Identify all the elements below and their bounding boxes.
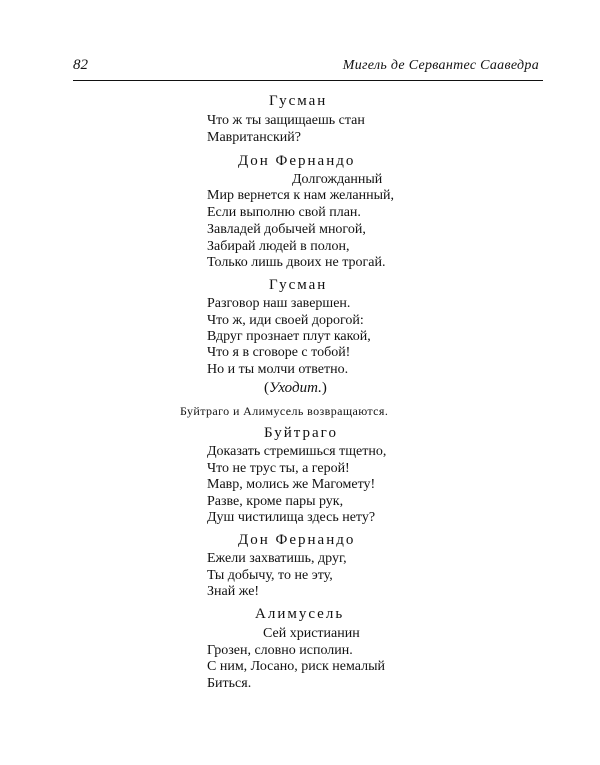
verse-line: Мир вернется к нам желанный, <box>207 188 394 203</box>
verse-line: Ты добычу, то не эту, <box>207 568 333 583</box>
verse-line: Только лишь двоих не трогай. <box>207 255 386 270</box>
speaker-name: Дон Фернандо <box>238 532 356 548</box>
speaker-name: Алимусель <box>255 606 345 622</box>
verse-line: Мавританский? <box>207 130 301 145</box>
verse-line: Что ж ты защищаешь стан <box>207 113 365 128</box>
speaker-name: Гусман <box>269 277 328 293</box>
page-number: 82 <box>73 57 88 73</box>
verse-line: Душ чистилища здесь нету? <box>207 510 376 525</box>
stage-direction-exit: (Уходит.) <box>264 380 327 396</box>
verse-line: Знай же! <box>207 584 260 599</box>
verse-line: Завладей добычей многой, <box>207 222 366 237</box>
verse-line: Вдруг прознает плут какой, <box>207 329 371 344</box>
verse-line: Забирай людей в полон, <box>207 239 350 254</box>
verse-line: Разговор наш завершен. <box>207 296 351 311</box>
speaker-name: Дон Фернандо <box>238 153 356 169</box>
verse-line: Доказать стремишься тщетно, <box>207 444 387 459</box>
speaker-name: Буйтраго <box>264 425 338 441</box>
verse-line: Биться. <box>207 676 252 691</box>
verse-line: Что не трус ты, а герой! <box>207 461 350 476</box>
verse-line: Что ж, иди своей дорогой: <box>207 313 364 328</box>
verse-line: Ежели захватишь, друг, <box>207 551 347 566</box>
stage-direction-entrance: Буйтраго и Алимусель возвращаются. <box>180 404 389 418</box>
verse-line: Мавр, молись же Магомету! <box>207 477 376 492</box>
verse-line: Но и ты молчи ответно. <box>207 362 349 377</box>
speaker-name: Гусман <box>269 93 328 109</box>
running-title: Мигель де Сервантес Сааведра <box>342 58 539 73</box>
verse-line: Долгожданный <box>292 172 383 187</box>
verse-line: Если выполню свой план. <box>207 205 361 220</box>
verse-line: Сей христианин <box>263 626 360 641</box>
verse-line: С ним, Лосано, риск немалый <box>207 659 385 674</box>
verse-line: Разве, кроме пары рук, <box>207 494 344 509</box>
verse-line: Грозен, словно исполин. <box>207 643 353 658</box>
verse-line: Что я в сговоре с тобой! <box>207 345 351 360</box>
